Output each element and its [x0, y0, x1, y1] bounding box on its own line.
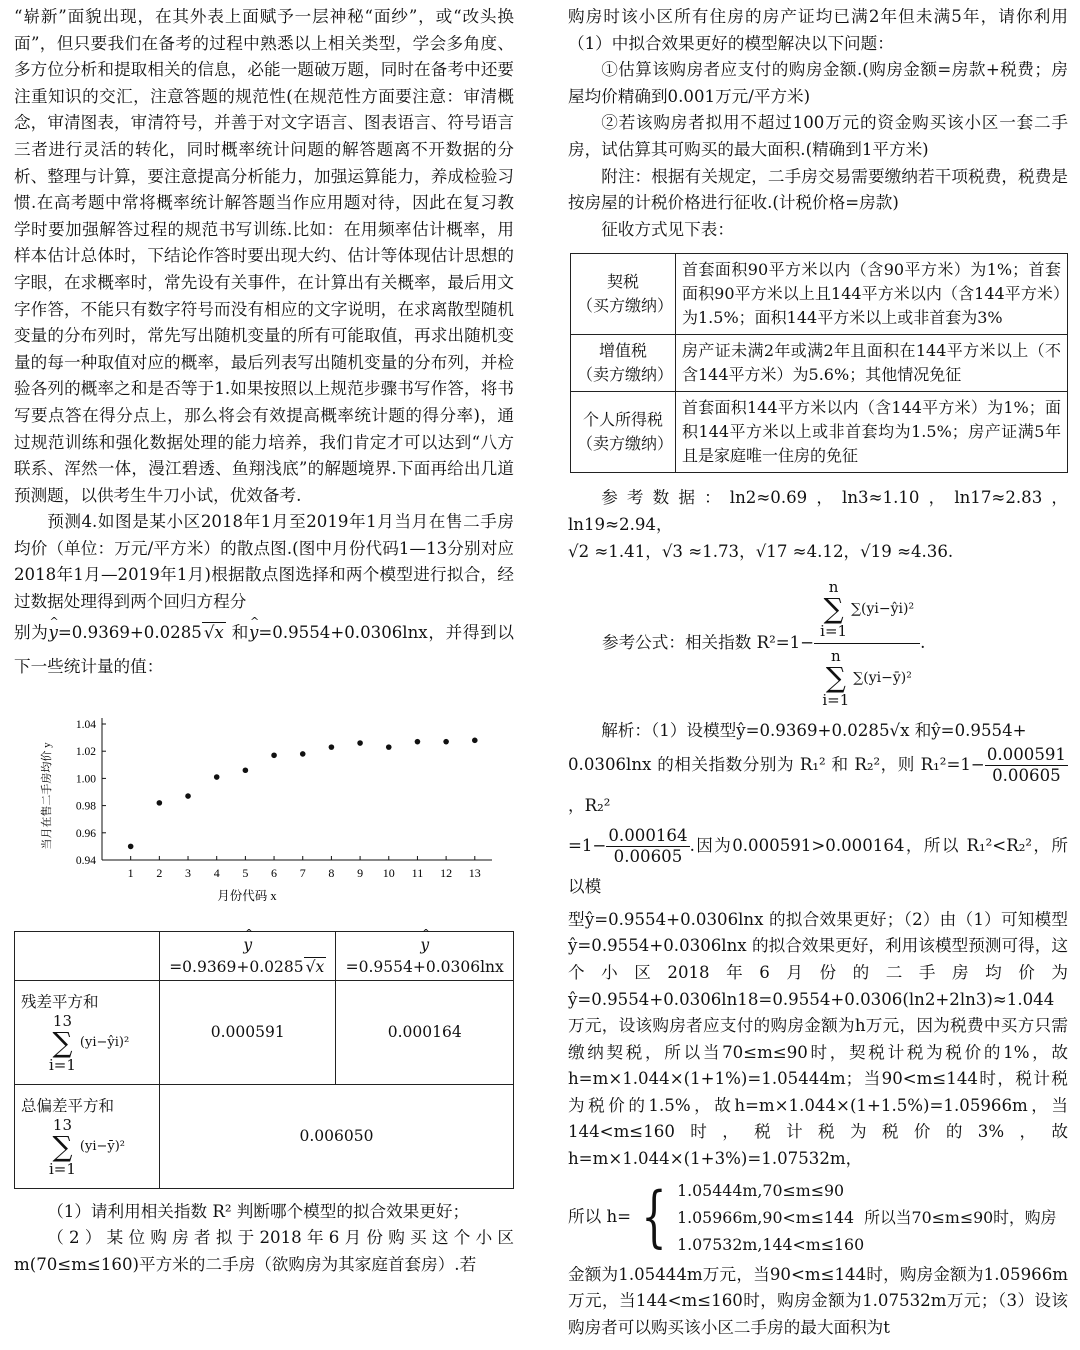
data-point — [329, 744, 335, 750]
data-point — [415, 739, 421, 745]
solution-end: 金额为1.05444m万元，当90<m≤144时，购房金额为1.05966m万元，当144<m≤160时，购房金额为1.07532m万元；（3）设该购房者可以购买该小区二手房的最大面积为t — [568, 1264, 1068, 1337]
right-column — [568, 4, 1068, 1341]
y-tick-label: 1.00 — [75, 773, 96, 786]
left-column — [14, 4, 514, 1278]
y-axis-label: 当月在售二手房均价 y — [41, 742, 53, 850]
solution-line-2: 0.0306lnx 的相关指数分别为 R₁² 和 R₂²，则 R₁²=1− $\frac{0.000591}{0.00605}$ ，R₂² — [568, 744, 1066, 815]
table-intro: 征收方式见下表： — [601, 219, 734, 239]
x-tick-label: 7 — [299, 865, 306, 880]
x-tick-label: 11 — [411, 865, 424, 880]
data-point — [157, 800, 163, 806]
data-point — [443, 739, 449, 745]
subquestion-2: ②若该购房者拟用不超过100万元的资金购买该小区一套二手房，试估算其可购买的最大面积.(精确到1平方米) — [568, 113, 1068, 159]
data-point — [357, 740, 363, 746]
x-tick-label: 2 — [156, 865, 163, 880]
reference-data: 参考数据：ln2≈0.69，ln3≈1.10，ln17≈2.83，ln19≈2.94， — [568, 488, 1068, 534]
x-tick-label: 13 — [468, 865, 481, 880]
model-2: =0.9554+0.0306lnx — [258, 622, 428, 642]
tax-row-vat: 增值税 （卖方缴纳） 房产证未满2年或满2年且面积在144平方米以上（不含144平方米）为5.6%；其他情况免征 — [571, 335, 1068, 392]
y-tick-label: 0.94 — [75, 854, 96, 867]
x-tick-label: 9 — [357, 865, 364, 880]
note: 附注：根据有关规定，二手房交易需要缴纳若干项税费，税费是按房屋的计税价格进行征收.(计税价格=房款) — [568, 166, 1068, 213]
model-1: =0.9369+0.0285 — [57, 622, 202, 642]
stat-header-model2: ^ y=0.9554+0.0306lnx — [336, 931, 514, 980]
x-tick-label: 8 — [328, 865, 335, 880]
stat-residual-model1: 0.000591 — [160, 980, 336, 1084]
stat-total-value: 0.006050 — [160, 1084, 514, 1188]
x-tick-label: 1 — [127, 865, 134, 880]
x-tick-label: 10 — [382, 865, 395, 880]
y-tick-label: 1.04 — [75, 718, 96, 731]
stat-header-model1: ^ y=0.9369+0.0285 √x — [160, 931, 336, 980]
piecewise-h: 所以 h= { 1.05444m,70≤m≤90 1.05966m,90<m≤144 所以当70≤m≤90时，购房 1.07532m,144<m≤160 — [568, 1178, 1057, 1256]
regression-equations: 别为^ y=0.9369+0.0285 √x 和^ y=0.9554+0.0306lnx，并得到以下一些统计量的值： — [14, 616, 514, 684]
stat-row-total-label: 总偏差平方和 13 ∑ i=1 (yi−ȳ)² — [15, 1084, 160, 1188]
tax-row-income: 个人所得税 （卖方缴纳） 首套面积144平方米以内（含144平方米）为1%；面积144平方米以上或非首套均为1.5%；房产证满5年且是家庭唯一住房的免征 — [571, 392, 1068, 473]
x-tick-label: 12 — [440, 865, 453, 880]
data-point — [128, 843, 134, 849]
x-tick-label: 3 — [185, 865, 192, 880]
x-tick-label: 4 — [213, 865, 220, 880]
x-axis-label: 月份代码 x — [217, 888, 277, 903]
data-point — [472, 737, 478, 743]
reference-formula: 参考公式：相关指数 R²=1− n ∑ i=1 ∑(yi−ŷi)² n ∑ i=1 ∑(yi−ȳ)² . — [602, 578, 926, 710]
solution-line-3: =1− $\frac{0.000164}{0.00605}$ .因为0.000591>0.000164，所以 R₁²<R₂²，所以模 — [568, 825, 1068, 896]
stat-residual-model2: 0.000164 — [336, 980, 514, 1084]
question-2-cont: 购房时该小区所有住房的房产证均已满2年但未满5年，请你利用（1）中拟合效果更好的模型解决以下问题： — [568, 7, 1068, 53]
scatter-chart — [14, 698, 514, 923]
data-point — [300, 751, 306, 757]
reference-data-2: √2 ≈1.41，√3 ≈1.73，√17 ≈4.12，√19 ≈4.36. — [568, 541, 954, 561]
y-tick-label: 0.98 — [75, 800, 96, 813]
subquestion-1: ①估算该购房者应支付的购房金额.(购房金额=房款+税费；房屋均价精确到0.001万元/平方米) — [568, 60, 1068, 106]
question-2: （2）某位购房者拟于2018年6月份购买这个小区m(70≤m≤160)平方米的二手房（欲购房为其家庭首套房）.若 — [14, 1228, 514, 1274]
y-tick-label: 0.96 — [75, 827, 96, 840]
x-tick-label: 6 — [271, 865, 278, 880]
tax-row-deed: 契税 （买方缴纳） 首套面积90平方米以内（含90平方米）为1%；首套面积90平方米以上且144平方米以内（含144平方米）为1.5%；面积144平方米以上或非首套为3% — [571, 254, 1068, 335]
stat-row-residual-label: 残差平方和 13 ∑ i=1 (yi−ŷi)² — [15, 980, 160, 1084]
intro-paragraph: “崭新”面貌出现，在其外表上面赋予一层神秘“面纱”，或“改头换面”，但只要我们在备考的过程中熟悉以上相关类型，学会多角度、多方位分析和提取相关的信息，必能一题破万题，同时在备考中还要注重知识的交汇，注意答题的规范性(在规范性方面要注意：审清概念，审清图表，审清符号，并善于对文字语言、图表语言、符号语言三者进行灵活的转化，同时概率统计问题的解答题离不开数据的分析、整理与计算，要注意提高分析能力，加强运算能力，养成检验习惯.在高考题中常将概率统计解答题当作应用题对待，因此在复习教学时要加强解答过程的规范书写训练.比如：在用频率估计概率，用样本估计总体时，下结论作答时要出现大约、估计等体现估计思想的字眼，在求概率时，常先设有关事件，在计算出有关概率，最后用文字作答，不能只有数字符号而没有相应的文字说明，在求离散型随机变量的分布列时，常先写出随机变量的所有可能取值，再求出随机变量的每一种取值对应的概率，最后列表写出随机变量的分布列，并检验各列的概率之和是否等于1.如果按照以上规范步骤书写作答，将书写要点答在得分点上，那么将会有效提高概率统计题的得分率)，通过规范训练和强化数据处理的能力培养，我们肯定才可以达到“八方联系、浑然一体，漫江碧透、鱼翔浅底”的解题境界.下面再给出几道预测题，以供考生牛刀小试，优效备考. — [14, 7, 514, 505]
data-point — [271, 752, 277, 758]
scatter-svg — [14, 698, 514, 923]
problem-4-statement: 预测4.如图是某小区2018年1月至2019年1月当月在售二手房均价（单位：万元/平方米）的散点图.(图中月份代码1—13分别对应2018年1月—2019年1月)根据散点图选择和两个模型进行拟合，经过数据处理得到两个回归方程分 — [14, 512, 514, 612]
data-point — [214, 774, 220, 780]
solution-line-1: 解析：（1）设模型ŷ=0.9369+0.0285√x 和ŷ=0.9554+ — [601, 721, 1027, 741]
solution-body: 型ŷ=0.9554+0.0306lnx 的拟合效果更好；（2）由（1）可知模型ŷ=0.9554+0.0306lnx 的拟合效果更好，利用该模型预测可得，这个小区2018年6月份的二手房均价为ŷ=0.9554+0.0306ln18=0.9554+0.0306(ln2+2ln3)≈1.044万元，设该购房者应支付的购房金额为h万元，因为税费中买方只需缴纳契税，所以当70≤m≤90时，契税计税为税价的1%，故h=m×1.044×(1+1%)=1.05444m；当90<m≤144时，税计税为税价的1.5%，故h=m×1.044×(1+1.5%)=1.05966m，当144<m≤160时，税计税为税价的3%，故h=m×1.044×(1+3%)=1.07532m， — [568, 909, 1068, 1169]
data-point — [185, 793, 191, 799]
statistics-table — [14, 931, 514, 1189]
tax-table — [570, 253, 1068, 473]
data-point — [243, 767, 249, 773]
x-tick-label: 5 — [242, 865, 249, 880]
question-1: （1）请利用相关指数 R² 判断哪个模型的拟合效果更好； — [47, 1201, 470, 1221]
data-point — [386, 744, 392, 750]
y-tick-label: 1.02 — [75, 745, 96, 758]
